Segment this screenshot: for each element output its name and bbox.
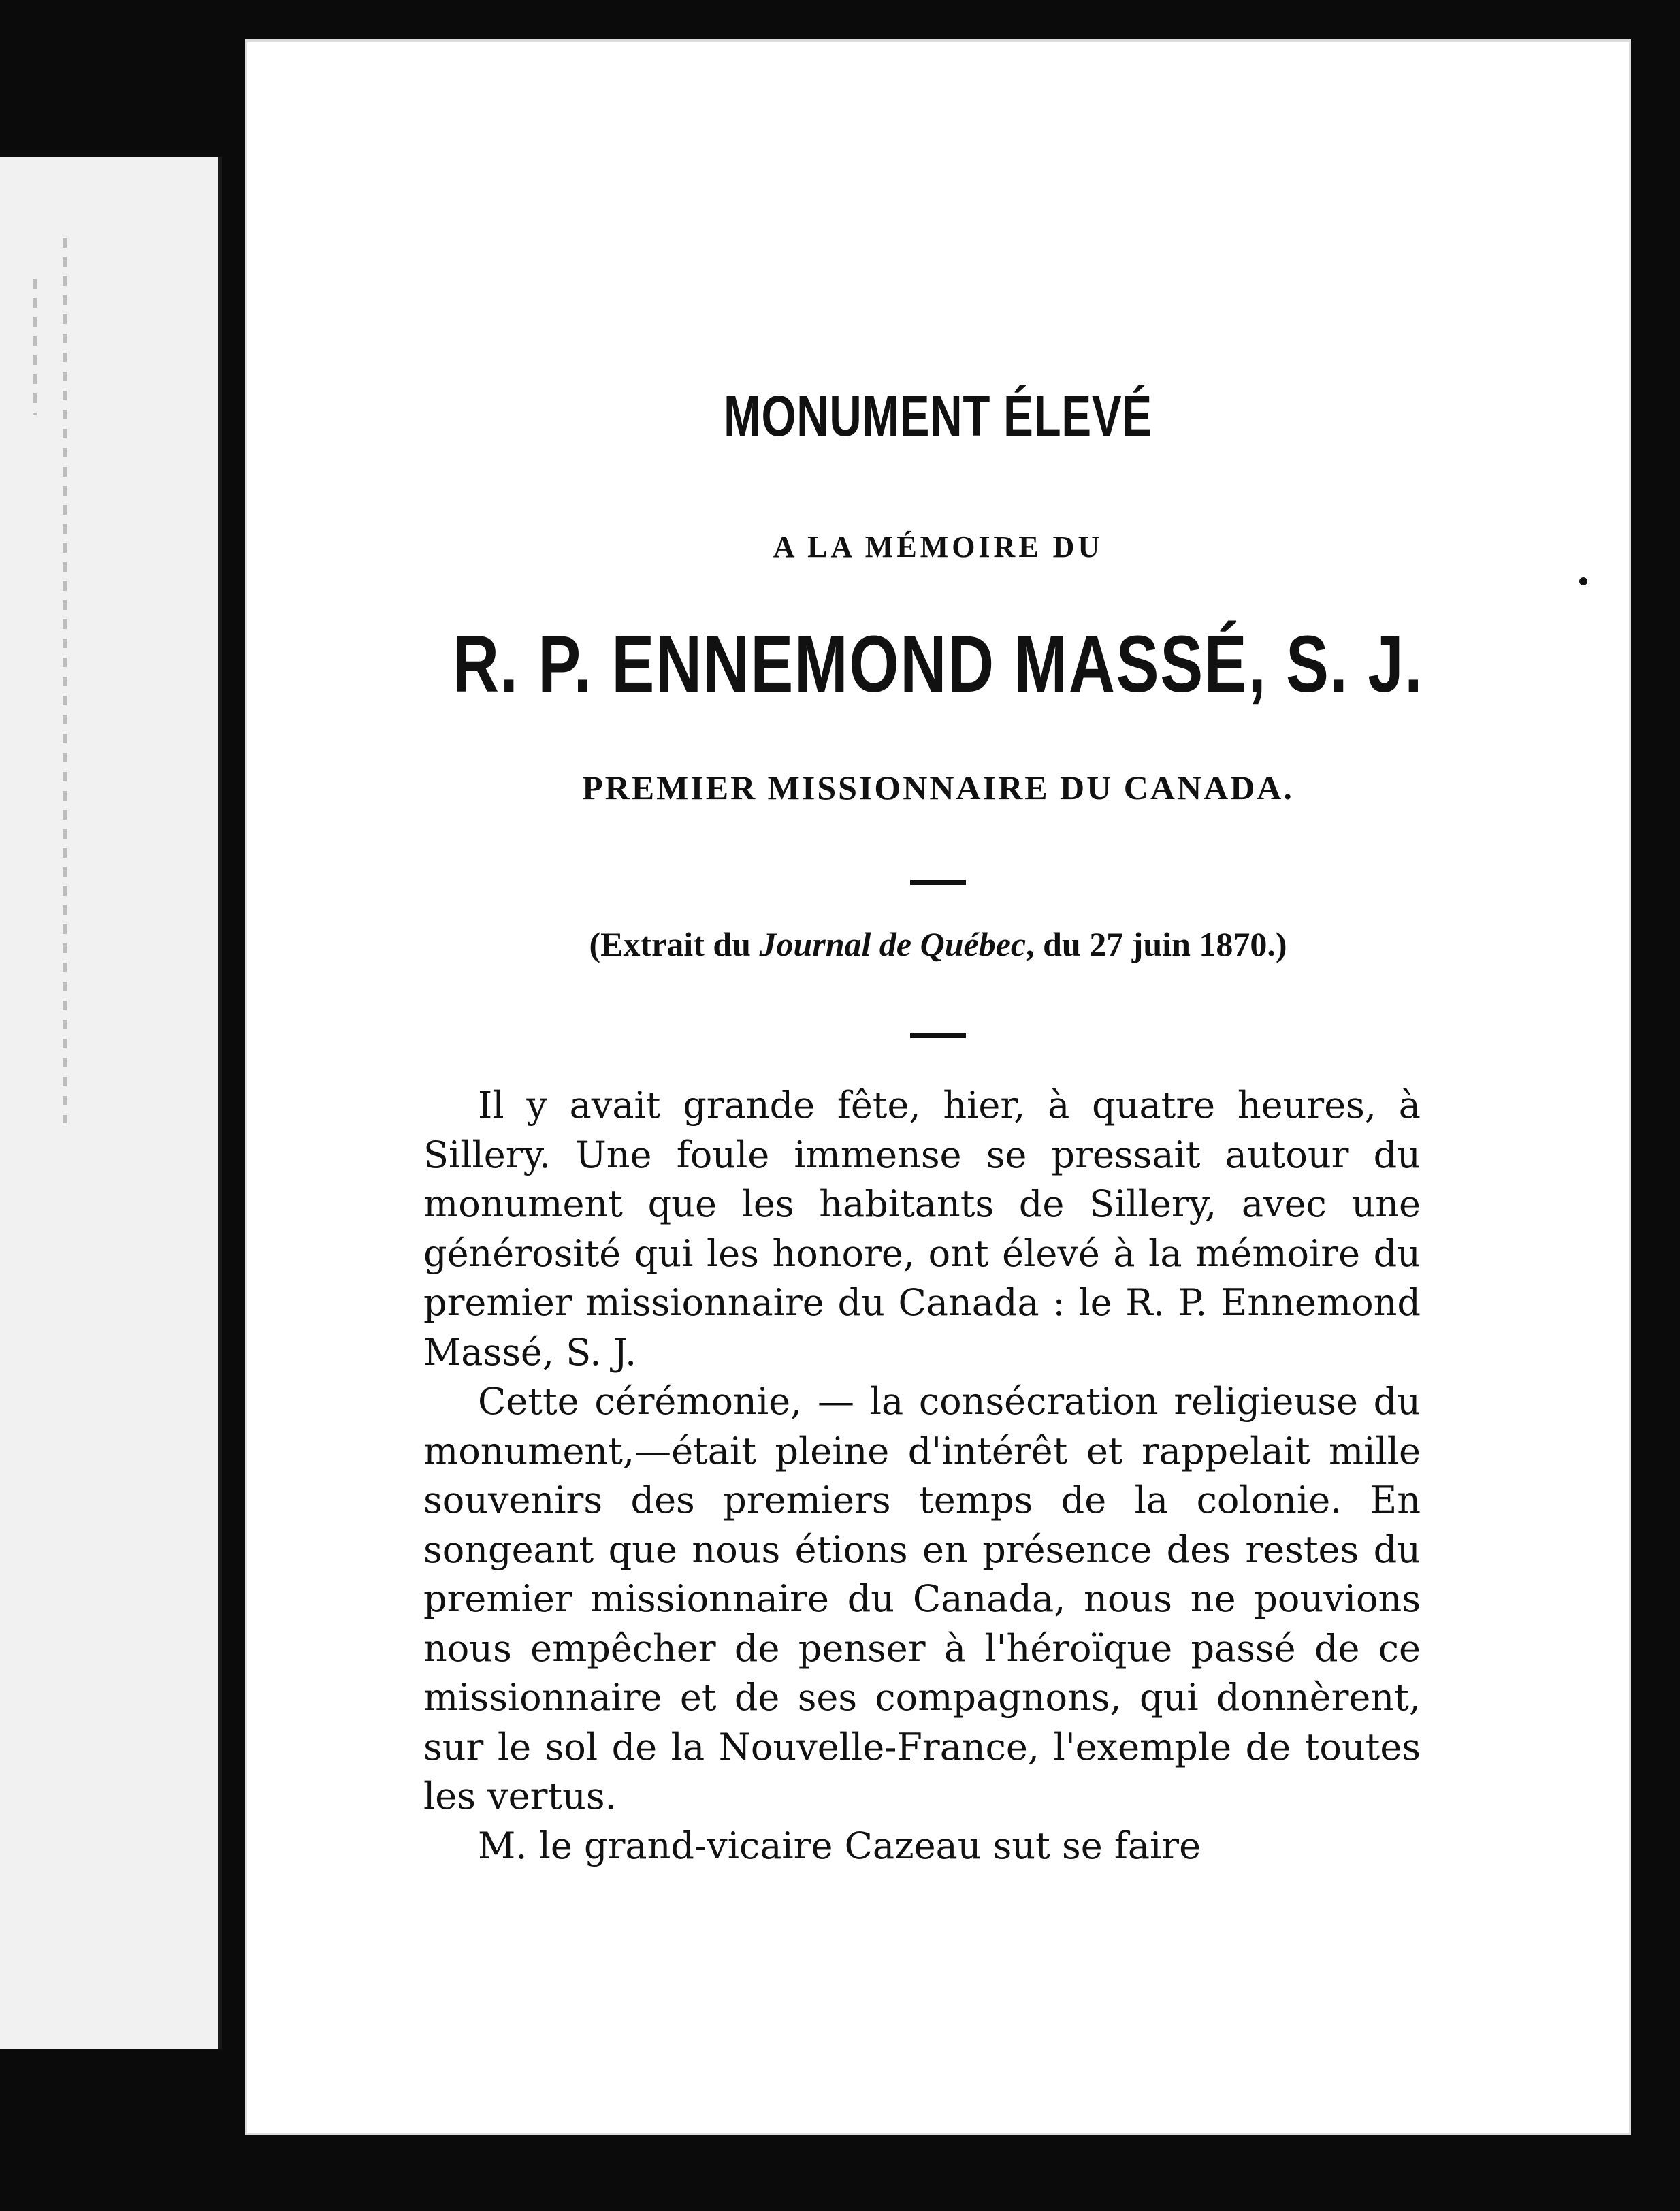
citation-suffix: , du 27 juin 1870.) bbox=[1026, 925, 1287, 963]
page-title: MONUMENT ÉLEVÉ bbox=[724, 384, 1152, 448]
article-body bbox=[423, 1081, 1421, 1871]
journal-name: Journal de Québec bbox=[759, 925, 1027, 963]
honoree-name: R. P. ENNEMOND MASSÉ, S. J. bbox=[452, 619, 1424, 709]
source-citation bbox=[245, 924, 1631, 964]
paragraph: Il y avait grande fête, hier, à quatre heures, à Sillery. Une foule immense se pressait autour du monument que les habitants de Sillery, avec une générosité qui les honore, ont élevé à la mémoire du premier missionnaire du Canada : le R. P. Ennemond Massé, S. J. bbox=[423, 1084, 1421, 1374]
scan-speck bbox=[1579, 577, 1587, 585]
honoree-description: PREMIER MISSIONNAIRE DU CANADA. bbox=[582, 769, 1294, 807]
paragraph: M. le grand-vicaire Cazeau sut se faire bbox=[478, 1824, 1201, 1867]
document-page bbox=[245, 39, 1631, 2135]
ruled-margin-line bbox=[33, 279, 37, 415]
page-subtitle: A LA MÉMOIRE DU bbox=[773, 530, 1103, 564]
separator-dash bbox=[910, 1033, 966, 1038]
adjacent-page-strip bbox=[0, 157, 222, 2049]
ruled-margin-line bbox=[63, 238, 67, 1123]
paragraph: Cette cérémonie, — la consécration religieuse du monument,—était pleine d'intérêt et rappelait mille souvenirs des premiers temps de la colonie. En songeant que nous étions en présence des restes du premier missionnaire du Canada, nous ne pouvions nous empêcher de penser à l'héroïque passé de ce missionnaire et de ses compagnons, qui donnèrent, sur le sol de la Nouvelle-France, l'exemple de toutes les vertus. bbox=[423, 1380, 1421, 1818]
citation-prefix: (Extrait du bbox=[589, 925, 760, 963]
separator-dash bbox=[910, 880, 966, 885]
